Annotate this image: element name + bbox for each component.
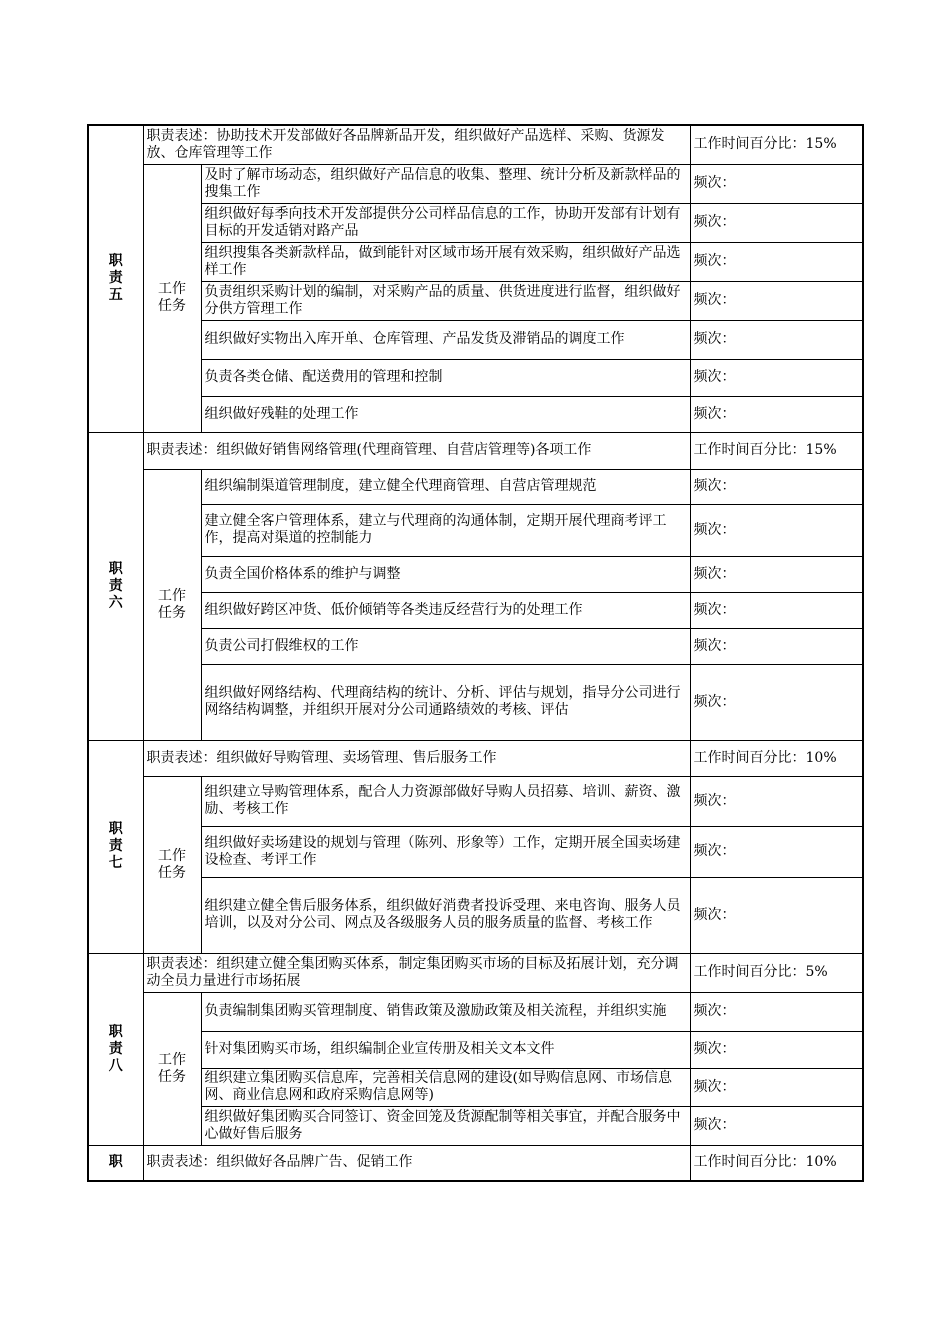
task-label-5: 工作任务	[143, 164, 201, 432]
task-text: 组织做好跨区冲货、低价倾销等各类违反经营行为的处理工作	[201, 592, 690, 628]
task-text: 组织做好每季向技术开发部提供分公司样品信息的工作，协助开发部有计划有目标的开发适销对路产品	[201, 203, 690, 242]
task-text: 负责全国价格体系的维护与调整	[201, 556, 690, 592]
task-text: 负责各类仓储、配送费用的管理和控制	[201, 359, 690, 396]
task-freq: 频次：	[690, 359, 863, 396]
task-text: 组织建立集团购买信息库，完善相关信息网的建设(如导购信息网、市场信息网、商业信息网和政府采购信息网等)	[201, 1068, 690, 1106]
task-text: 负责公司打假维权的工作	[201, 628, 690, 664]
task-text: 针对集团购买市场，组织编制企业宣传册及相关文本文件	[201, 1031, 690, 1068]
task-freq: 频次：	[690, 242, 863, 281]
task-freq: 频次：	[690, 992, 863, 1031]
duty-label-8: 职责八	[88, 953, 143, 1145]
duty-summary-5: 职责表述：协助技术开发部做好各品牌新品开发，组织做好产品选样、采购、货源发放、仓库管理等工作	[143, 125, 690, 164]
task-text: 组织做好残鞋的处理工作	[201, 396, 690, 432]
duty-summary-7: 职责表述：组织做好导购管理、卖场管理、售后服务工作	[143, 740, 690, 776]
task-freq: 频次：	[690, 504, 863, 556]
task-text: 组织建立健全售后服务体系，组织做好消费者投诉受理、来电咨询、服务人员培训，以及对分公司、网点及各级服务人员的服务质量的监督、考核工作	[201, 877, 690, 953]
duty-label-6: 职责六	[88, 432, 143, 740]
task-freq: 频次：	[690, 281, 863, 320]
task-freq: 频次：	[690, 203, 863, 242]
task-label-6: 工作任务	[143, 469, 201, 740]
duty-percent-9: 工作时间百分比：10%	[690, 1145, 863, 1181]
duty-percent-8: 工作时间百分比：5%	[690, 953, 863, 992]
task-freq: 频次：	[690, 877, 863, 953]
task-text: 负责组织采购计划的编制，对采购产品的质量、供货进度进行监督，组织做好分供方管理工作	[201, 281, 690, 320]
duty-percent-7: 工作时间百分比：10%	[690, 740, 863, 776]
task-text: 组织编制渠道管理制度，建立健全代理商管理、自营店管理规范	[201, 469, 690, 504]
task-freq: 频次：	[690, 776, 863, 826]
task-freq: 频次：	[690, 469, 863, 504]
duty-label-7: 职责七	[88, 740, 143, 953]
task-text: 及时了解市场动态，组织做好产品信息的收集、整理、统计分析及新款样品的搜集工作	[201, 164, 690, 203]
task-text: 组织做好实物出入库开单、仓库管理、产品发货及滞销品的调度工作	[201, 320, 690, 359]
task-text: 组织做好卖场建设的规划与管理（陈列、形象等）工作，定期开展全国卖场建设检查、考评工作	[201, 826, 690, 877]
task-label-7: 工作任务	[143, 776, 201, 953]
duty-percent-6: 工作时间百分比：15%	[690, 432, 863, 469]
task-freq: 频次：	[690, 826, 863, 877]
task-freq: 频次：	[690, 1068, 863, 1106]
task-freq: 频次：	[690, 164, 863, 203]
duty-summary-9: 职责表述：组织做好各品牌广告、促销工作	[143, 1145, 690, 1181]
task-freq: 频次：	[690, 396, 863, 432]
task-freq: 频次：	[690, 628, 863, 664]
duty-summary-6: 职责表述：组织做好销售网络管理(代理商管理、自营店管理等)各项工作	[143, 432, 690, 469]
duty-label-9: 职	[88, 1145, 143, 1181]
task-text: 建立健全客户管理体系，建立与代理商的沟通体制，定期开展代理商考评工作，提高对渠道的控制能力	[201, 504, 690, 556]
task-text: 组织做好网络结构、代理商结构的统计、分析、评估与规划，指导分公司进行网络结构调整，并组织开展对分公司通路绩效的考核、评估	[201, 664, 690, 740]
task-label-8: 工作任务	[143, 992, 201, 1145]
task-text: 组织建立导购管理体系，配合人力资源部做好导购人员招募、培训、薪资、激励、考核工作	[201, 776, 690, 826]
task-freq: 频次：	[690, 592, 863, 628]
task-freq: 频次：	[690, 320, 863, 359]
task-freq: 频次：	[690, 1031, 863, 1068]
task-text: 组织搜集各类新款样品，做到能针对区域市场开展有效采购，组织做好产品选样工作	[201, 242, 690, 281]
duty-table	[87, 124, 864, 1182]
duty-summary-8: 职责表述：组织建立健全集团购买体系，制定集团购买市场的目标及拓展计划，充分调动全员力量进行市场拓展	[143, 953, 690, 992]
duty-label-5: 职责五	[88, 125, 143, 432]
task-freq: 频次：	[690, 1106, 863, 1145]
task-text: 负责编制集团购买管理制度、销售政策及激励政策及相关流程，并组织实施	[201, 992, 690, 1031]
task-freq: 频次：	[690, 664, 863, 740]
duty-percent-5: 工作时间百分比：15%	[690, 125, 863, 164]
task-text: 组织做好集团购买合同签订、资金回笼及货源配制等相关事宜，并配合服务中心做好售后服务	[201, 1106, 690, 1145]
task-freq: 频次：	[690, 556, 863, 592]
